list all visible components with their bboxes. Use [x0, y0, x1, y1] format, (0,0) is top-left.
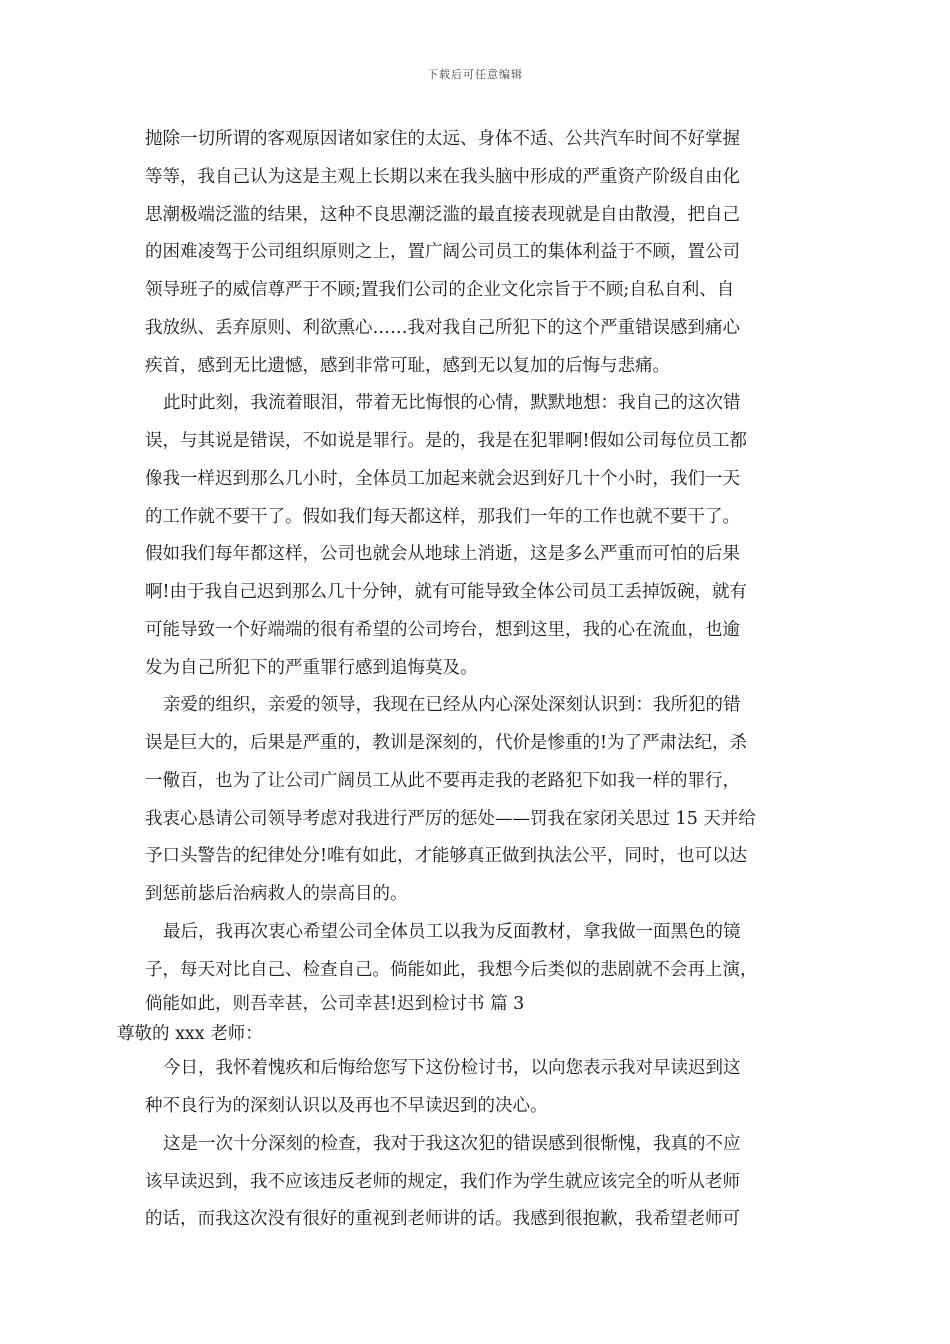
- text-line: 疾首，感到无比遗憾，感到非常可耻，感到无以复加的后悔与悲痛。: [145, 355, 670, 376]
- text-line: 抛除一切所谓的客观原因诸如家住的太远、身体不适、公共汽车时间不好掌握: [145, 129, 740, 149]
- text-line: 像我一样迟到那么几小时，全体员工加起来就会迟到好几十个小时，我们一天: [145, 468, 740, 489]
- paragraph-start-line: 亲爱的组织，亲爱的领导，我现在已经从内心深处深刻认识到：我所犯的错: [163, 695, 741, 716]
- paragraph-start-line: 今日，我怀着愧疚和后悔给您写下这份检讨书，以向您表示我对早读迟到这: [163, 1058, 741, 1079]
- text-line: 子，每天对比自己、检查自己。倘能如此，我想今后类似的悲剧就不会再上演，: [145, 959, 758, 980]
- paragraph-start-line: 此时此刻，我流着眼泪，带着无比悔恨的心情，默默地想：我自己的这次错: [163, 393, 741, 414]
- text-line: 倘能如此，则吾幸甚，公司幸甚!迟到检讨书 篇 3: [145, 994, 525, 1015]
- text-line: 的困难凌驾于公司组织原则之上，置广阔公司员工的集体利益于不顾，置公司: [145, 242, 740, 263]
- text-line: 我放纵、丢弃原则、利欲熏心……我对我自己所犯下的这个严重错误感到痛心: [145, 317, 740, 338]
- text-line: 种不良行为的深刻认识以及再也不早读迟到的决心。: [145, 1096, 548, 1116]
- text-line: 思潮极端泛滥的结果，这种不良思潮泛滥的最直接表现就是自由散漫，把自己: [145, 204, 740, 225]
- paragraph-start-line: 最后，我再次衷心希望公司全体员工以我为反面教材，拿我做一面黑色的镜: [163, 921, 741, 942]
- text-line: 我衷心恳请公司领导考虑对我进行严厉的惩处——罚我在家闭关思过 15 天并给: [145, 808, 756, 829]
- text-line: 的话，而我这次没有很好的重视到老师讲的话。我感到很抱歉，我希望老师可: [145, 1209, 740, 1230]
- document-body: [117, 121, 817, 1239]
- salutation-line: 尊敬的 xxx 老师：: [117, 1024, 263, 1045]
- text-line: 该早读迟到，我不应该违反老师的规定，我们作为学生就应该完全的听从老师: [145, 1171, 740, 1192]
- text-line: 啊!由于我自己迟到那么几十分钟，就有可能导致全体公司员工丢掉饭碗，就有: [145, 582, 748, 602]
- text-line: 予口头警告的纪律处分!唯有如此，才能够真正做到执法公平，同时，也可以达: [145, 846, 748, 867]
- text-line: 领导班子的威信尊严于不顾;置我们公司的企业文化宗旨于不顾;自私自利、自: [145, 280, 735, 300]
- header-note: 下载后可任意编辑: [427, 68, 523, 81]
- paragraph-start-line: 这是一次十分深刻的检查，我对于我这次犯的错误感到很惭愧，我真的不应: [163, 1133, 741, 1154]
- text-line: 假如我们每年都这样，公司也就会从地球上消逝，这是多么严重而可怕的后果: [145, 544, 740, 565]
- text-line: 到惩前毖后治病救人的崇高目的。: [145, 884, 408, 904]
- text-line: 误，与其说是错误，不如说是罪行。是的，我是在犯罪啊!假如公司每位员工都: [145, 431, 748, 451]
- text-line: 一儆百，也为了让公司广阔员工从此不要再走我的老路犯下如我一样的罪行，: [145, 770, 740, 791]
- text-line: 发为自己所犯下的严重罪行感到追悔莫及。: [145, 657, 478, 678]
- text-line: 的工作就不要干了。假如我们每天都这样，那我们一年的工作也就不要干了。: [145, 506, 740, 527]
- text-line: 误是巨大的，后果是严重的，教训是深刻的，代价是惨重的!为了严肃法纪，杀: [145, 733, 748, 753]
- text-line: 可能导致一个好端端的很有希望的公司垮台，想到这里，我的心在流血，也逾: [145, 619, 740, 640]
- text-line: 等等，我自己认为这是主观上长期以来在我头脑中形成的严重资产阶级自由化: [145, 166, 740, 187]
